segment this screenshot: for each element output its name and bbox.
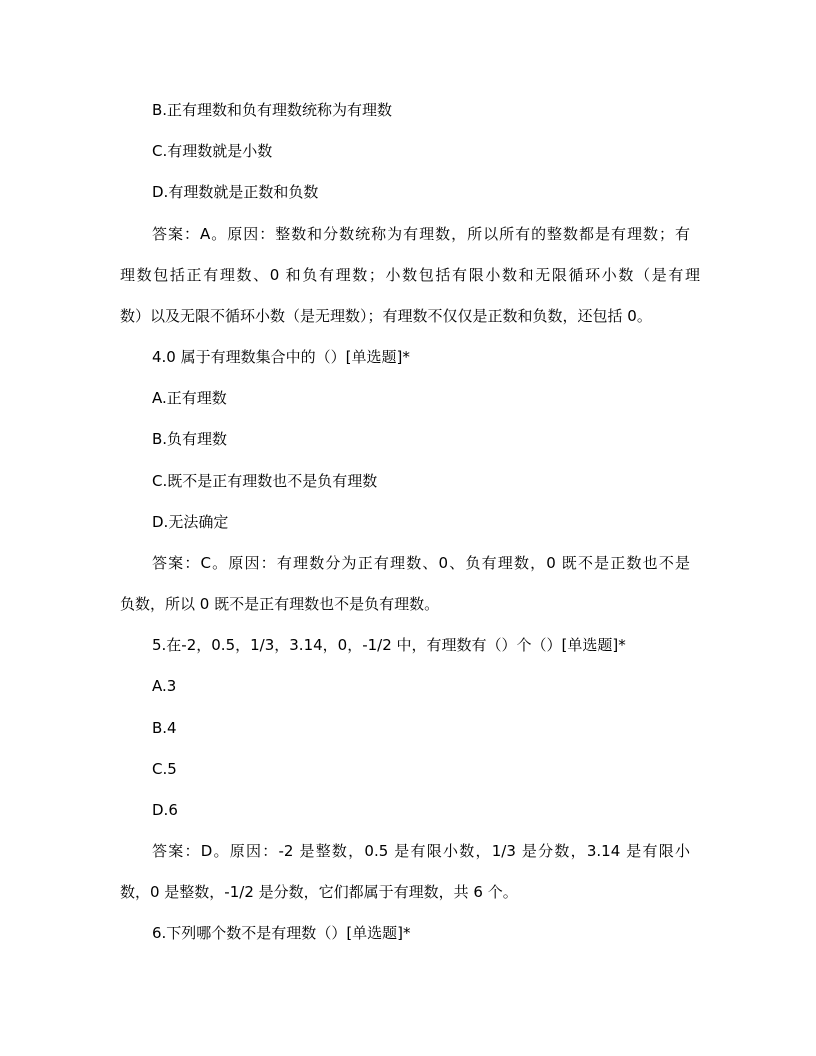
q5-answer-line-2: 数，0 是整数，-1/2 是分数，它们都属于有理数，共 6 个。	[120, 883, 518, 901]
q5-option-c: C.5	[152, 760, 177, 778]
q4-question: 4.0 属于有理数集合中的（）[单选题]*	[152, 348, 410, 366]
q4-option-d: D.无法确定	[152, 513, 229, 531]
q3-answer-line-1: 答案：A。原因：整数和分数统称为有理数，所以所有的整数都是有理数；有	[152, 225, 690, 243]
q3-answer-line-2: 理数包括正有理数、0 和负有理数；小数包括有限小数和无限循环小数（是有理	[120, 266, 700, 284]
q4-answer-line-2: 负数，所以 0 既不是正有理数也不是负有理数。	[120, 595, 440, 613]
q5-option-a: A.3	[152, 677, 177, 695]
q3-option-b: B.正有理数和负有理数统称为有理数	[152, 101, 393, 119]
q6-question: 6.下列哪个数不是有理数（）[单选题]*	[152, 924, 411, 942]
q5-option-d: D.6	[152, 801, 178, 819]
q5-answer-line-1: 答案：D。原因：-2 是整数，0.5 是有限小数，1/3 是分数，3.14 是有限小	[152, 842, 690, 860]
q3-option-c: C.有理数就是小数	[152, 142, 273, 160]
q5-question: 5.在-2，0.5，1/3，3.14，0，-1/2 中，有理数有（）个（）[单选题]*	[152, 636, 626, 654]
q3-option-d: D.有理数就是正数和负数	[152, 183, 319, 201]
q4-option-b: B.负有理数	[152, 430, 228, 448]
q5-option-b: B.4	[152, 719, 177, 737]
q4-option-a: A.正有理数	[152, 389, 227, 407]
q3-answer-line-3: 数）以及无限不循环小数（是无理数）；有理数不仅仅是正数和负数，还包括 0。	[120, 307, 652, 325]
q4-answer-line-1: 答案：C。原因：有理数分为正有理数、0、负有理数，0 既不是正数也不是	[152, 554, 690, 572]
q4-option-c: C.既不是正有理数也不是负有理数	[152, 472, 378, 490]
